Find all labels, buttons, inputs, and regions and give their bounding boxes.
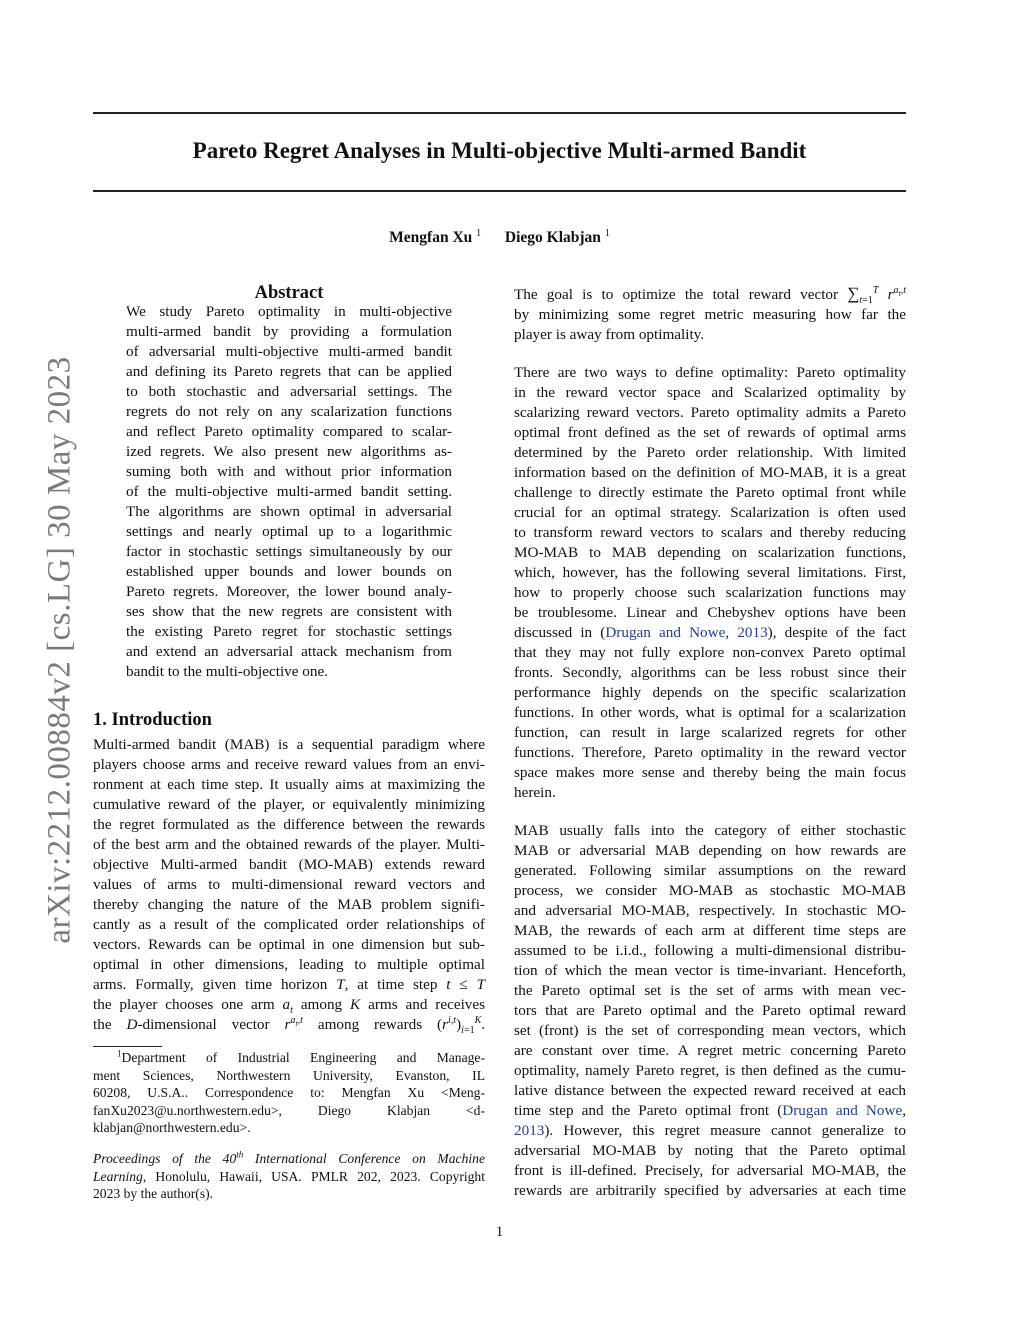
text-line: fanXu2023@u.northwestern.edu>, Diego Klabjan <d-: [93, 1102, 485, 1118]
text-line: which, however, has the following several limitations. First,: [514, 564, 906, 581]
text-line: challenge to directly estimate the Pareto optimal front while: [514, 484, 906, 501]
text-line: adversarial MO-MAB by noting that the Pareto optimal: [514, 1142, 906, 1159]
abstract-body: [126, 302, 452, 682]
text-line: that they may not fully explore non-convex Pareto optimal: [514, 644, 906, 661]
text-line: MO-MAB to MAB depending on scalarization functions,: [514, 544, 906, 561]
text-line: ronment at each time step. It usually aims at maximizing the: [93, 776, 485, 793]
intro-math-line: the player chooses one arm $a_t$ among K arms and receives: [93, 996, 486, 1017]
text-line: crucial for an optimal strategy. Scalarization is often used: [514, 504, 906, 521]
text-line: determined by the Pareto order relationship. With limited: [514, 444, 906, 461]
author-affiliation-mark: 1: [476, 227, 482, 239]
text-line: values of arms to multi-dimensional reward vectors and: [93, 876, 485, 893]
text-line: There are two ways to define optimality: Pareto optimality: [514, 364, 906, 381]
title-top-rule: [93, 112, 906, 114]
text-line: cantly as a result of the complicated order relationships of: [93, 916, 485, 933]
text-line: process, we consider MO-MAB as stochastic MO-MAB: [514, 882, 906, 899]
text-line: player is away from optimality.: [514, 326, 705, 343]
text-line: space makes more sense and thereby being the main focus: [514, 764, 906, 781]
text-line: objective Multi-armed bandit (MO-MAB) extends reward: [93, 856, 485, 873]
text-line: and reflect Pareto optimality compared to scalar-: [126, 423, 452, 440]
text-line: suming both with and without prior information: [126, 463, 452, 480]
footnote-mark: 1: [117, 1048, 122, 1059]
text-line: Pareto regrets. Moreover, the lower bound analy-: [126, 583, 452, 600]
citation-link[interactable]: Drugan and Nowe,: [782, 1102, 906, 1119]
author-list: [93, 229, 906, 247]
text-line: klabjan@northwestern.edu>.: [93, 1120, 251, 1135]
text-line: tion of which the mean vector is time-invariant. Henceforth,: [514, 962, 906, 979]
text-line: lative distance between the expected reward received at each: [514, 1082, 906, 1099]
arxiv-identifier: arXiv:2212.00884v2 [cs.LG] 30 May 2023: [41, 356, 78, 944]
text-line: rewards are arbitrarily specified by adversaries at each time: [514, 1182, 906, 1199]
text-line: to transform reward vectors to scalars and thereby reducing: [514, 524, 906, 541]
text-line: fronts. Secondly, algorithms can be less robust since their: [514, 664, 906, 681]
text-line: Multi-armed bandit (MAB) is a sequential paradigm where: [93, 736, 485, 753]
text-line: We study Pareto optimality in multi-objective: [126, 303, 452, 320]
text-line: optimal front defined as the set of rewards of optimal arms: [514, 424, 906, 441]
text-line: regrets do not rely on any scalarization functions: [126, 403, 452, 420]
text-line: the existing Pareto regret for stochastic settings: [126, 623, 452, 640]
text-line: assumed to be i.i.d., following a multi-dimensional distribu-: [514, 942, 906, 959]
affiliation-footnote: [93, 1049, 485, 1137]
text-line: cumulative reward of the player, or equivalently minimizing: [93, 796, 485, 813]
text-line: function, can result in large scalarized regrets for other: [514, 724, 906, 741]
text-line: of the multi-objective multi-armed bandit setting.: [126, 483, 452, 500]
text-line: to both stochastic and adversarial settings. The: [126, 383, 452, 400]
text-line: bandit to the multi-objective one.: [126, 663, 329, 680]
text-line: of adversarial multi-objective multi-armed bandit: [126, 343, 452, 360]
text-line: and adversarial MO-MAB, respectively. In stochastic MO-: [514, 902, 906, 919]
text-line: performance highly depends on the specific scalarization: [514, 684, 906, 701]
text-line: ses show that the new regrets are consistent with: [126, 603, 452, 620]
text-line: tors that are Pareto optimal and the Pareto optimal reward: [514, 1002, 906, 1019]
text-line: the Pareto optimal set is the set of arms with mean vec-: [514, 982, 906, 999]
text-line: established upper bounds and lower bounds on: [126, 563, 452, 580]
text-line: The algorithms are shown optimal in adversarial: [126, 503, 452, 520]
text-line: set (front) is the set of corresponding mean vectors, which: [514, 1022, 906, 1039]
text-line: MAB or adversarial MAB depending on how rewards are: [514, 842, 906, 859]
text-line: are constant over time. A regret metric concerning Pareto: [514, 1042, 906, 1059]
text-line: scalarizing reward vectors. Pareto optimality admits a Pareto: [514, 404, 906, 421]
intro-math-line: the D-dimensional vector $r^{a_t,t}$ among rewards $(r^{i,t})_{i=1}^K$.: [93, 1014, 486, 1037]
text-line: MAB usually falls into the category of either stochastic: [514, 822, 906, 839]
title-bottom-rule: [93, 190, 906, 192]
text-line: how to properly choose such scalarization functions may: [514, 584, 906, 601]
text-line: in the reward vector space and Scalarized optimality by: [514, 384, 906, 401]
text-line: ized regrets. We also present new algorithms as-: [126, 443, 452, 460]
proceedings-note: Proceedings of the 40th International Conference on Machine Learning, Honolulu, Hawaii, USA. PMLR 202, 2023. Copyright 2023 by the author(s).: [93, 1149, 485, 1201]
right-paragraph-3: MAB usually falls into the category of either stochastic MAB or adversarial MAB depending on how rewards are generated. Following similar assumptions on the reward process, we consider MO-MAB as stochastic MO-MAB and adversarial MO-MAB, respectively. In stochastic MO- MAB, the rewards of each arm at different time steps are assumed to be i.i.d., following a multi-dimensional distribu- tion of which the mean vector is time-invariant. Henceforth, the Pareto optimal set is the set of arms with mean vec- tors that are Pareto optimal and the Pareto optimal reward set (front) is the set of corresponding mean vectors, which are constant over time. A regret metric concerning Pareto optimality, namely Pareto regret, is then defined as the cumu- lative distance between the expected reward received at each time step and the Pareto optimal front (Drugan and Nowe, 2013). However, this regret measure cannot generalize to adversarial MO-MAB by noting that the Pareto optimal front is ill-defined. Precisely, for adversarial MO-MAB, the rewards are arbitrarily specified by adversaries at each time: [514, 822, 906, 1199]
text-line: vectors. Rewards can be optimal in one dimension but sub-: [93, 936, 485, 953]
text-line: players choose arms and receive reward values from an envi-: [93, 756, 485, 773]
text-line: factor in stochastic settings simultaneously by our: [126, 543, 452, 560]
author-name: Diego Klabjan: [504, 229, 601, 246]
text-line: $^1$Department of Industrial Engineering and Manage-: [117, 1048, 485, 1065]
text-line: by minimizing some regret metric measuring how far the: [514, 306, 906, 323]
text-line: front is ill-defined. Precisely, for adversarial MO-MAB, the: [514, 1162, 906, 1179]
text-line: multi-armed bandit by providing a formulation: [126, 323, 452, 340]
text-line: herein.: [514, 784, 556, 801]
text-line: of the best arm and the obtained rewards of the player. Multi-: [93, 836, 485, 853]
text-line: information based on the definition of MO-MAB, it is a great: [514, 464, 906, 481]
introduction-heading: 1. Introduction: [93, 710, 212, 730]
text-line: and defining its Pareto regrets that can be applied: [126, 363, 452, 380]
author-name: Mengfan Xu: [389, 229, 473, 246]
text-line: and extend an adversarial attack mechanism from: [126, 643, 452, 660]
page-number: 1: [495, 1224, 504, 1240]
author-affiliation-mark: 1: [604, 227, 610, 239]
text-line: 60208, U.S.A.. Correspondence to: Mengfan Xu <Meng-: [93, 1085, 485, 1100]
text-line: generated. Following similar assumptions on the reward: [514, 862, 906, 879]
text-line: thereby changing the nature of the MAB problem signifi-: [93, 896, 485, 913]
text-line: be troublesome. Linear and Chebyshev options have been: [514, 604, 906, 621]
footnote-rule: [93, 1046, 162, 1047]
text-line: MAB, the rewards of each arm at different time steps are: [514, 922, 906, 939]
introduction-body: [93, 735, 485, 1035]
text-line: functions. In other words, what is optimal for a scalarization: [514, 704, 906, 721]
text-line: settings and nearly optimal up to a logarithmic: [126, 523, 452, 540]
text-line: optimal in other dimensions, leading to multiple optimal: [93, 956, 485, 973]
text-line: the regret formulated as the difference between the rewards: [93, 816, 485, 833]
text-line: optimality, namely Pareto regret, is then defined as the cumu-: [514, 1062, 906, 1079]
text-line: functions. Therefore, Pareto optimality in the reward vector: [514, 744, 906, 761]
text-line: ment Sciences, Northwestern University, Evanston, IL: [93, 1067, 485, 1083]
paper-title: Pareto Regret Analyses in Multi-objective Multi-armed Bandit: [192, 138, 807, 163]
intro-math-line: arms. Formally, given time horizon T, at time step t ≤ T: [93, 976, 486, 993]
citation-link[interactable]: 2013: [514, 1122, 545, 1139]
abstract-heading: Abstract: [254, 283, 324, 303]
right-paragraph-2: There are two ways to define optimality: Pareto optimality in the reward vector space and Scalarized optimality by scalarizing reward vectors. Pareto optimality admits a Pareto optimal front defined as the set of rewards of optimal arms determined by the Pareto order relationship. With limited information based on the definition of MO-MAB, it is a great challenge to directly estimate the Pareto optimal front while crucial for an optimal strategy. Scalarization is often used to transform reward vectors to scalars and thereby reducing MO-MAB to MAB depending on scalarization functions, which, however, has the following several limitations. First, how to properly choose such scalarization functions may be troublesome. Linear and Chebyshev options have been discussed in (Drugan and Nowe, 2013), despite of the fact that they may not fully explore non-convex Pareto optimal fronts. Secondly, algorithms can be less robust since their performance highly depends on the specific scalarization functions. In other words, what is optimal for a scalarization function, can result in large scalarized regrets for other functions. Therefore, Pareto optimality in the reward vector space makes more sense and thereby being the main focus herein.: [514, 364, 907, 801]
right-paragraph-1: The goal is to optimize the total reward vector $\sum_{t=1}^T$ $r^{a_t,t}$ by minimizing some regret metric measuring how far the player is away from optimality.: [514, 284, 907, 343]
citation-link[interactable]: Drugan and Nowe, 2013: [605, 624, 768, 641]
